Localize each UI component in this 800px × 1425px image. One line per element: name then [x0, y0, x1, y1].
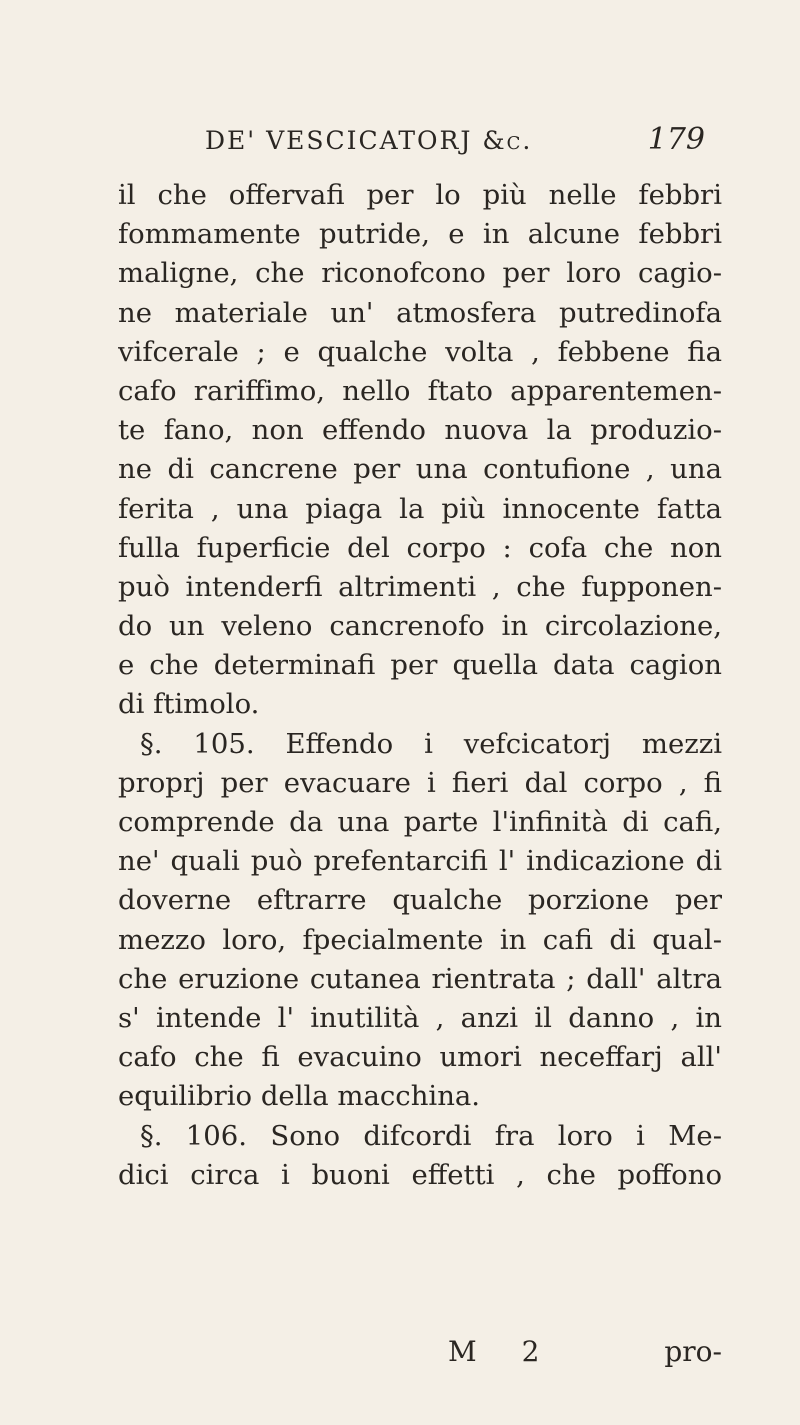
paragraph-106-start: §. 106. Sono difcordi fra loro i Me- — [140, 1119, 722, 1152]
text-line: vifcerale ; e qualche volta , febbene fia — [118, 335, 722, 368]
text-line: do un veleno cancrenofo in circolazione, — [118, 610, 722, 643]
text-line: il che offervafi per lo più nelle febbri — [118, 179, 722, 211]
text-line: ferita , una piaga la più innocente fatta — [118, 492, 722, 525]
text-line: ne di cancrene per una contufione , una — [118, 453, 722, 486]
catchword: pro- — [664, 1335, 722, 1368]
page-number: 179 — [647, 122, 705, 157]
text-line: te fano, non effendo nuova la produzio- — [118, 414, 722, 447]
text-line: può intenderfi altrimenti , che fupponen- — [118, 570, 722, 603]
running-head — [205, 122, 705, 162]
text-line: che eruzione cutanea rientrata ; dall' altra — [118, 962, 722, 995]
text-line: proprj per evacuare i fieri dal corpo , fi — [118, 766, 722, 799]
text-line: mezzo loro, fpecialmente in cafi di qual- — [118, 923, 722, 956]
running-title: DE' VESCICATORJ &c. — [205, 126, 533, 155]
text-line: cafo che fi evacuino umori neceffarj all' — [118, 1041, 722, 1074]
text-line: fulla fuperficie del corpo : cofa che non — [118, 531, 722, 564]
text-line: ne materiale un' atmosfera putredinofa — [118, 296, 722, 329]
text-line: s' intende l' inutilità , anzi il danno , in — [118, 1001, 722, 1034]
text-line: fommamente putride, e in alcune febbri — [118, 218, 722, 251]
signature-mark: M 2 — [448, 1335, 558, 1368]
text-line: dici circa i buoni effetti , che poffono — [118, 1158, 722, 1191]
text-line: equilibrio della macchina. — [118, 1080, 481, 1113]
text-line: cafo rariffimo, nello ftato apparentemen- — [118, 374, 722, 407]
body-text — [118, 176, 722, 1195]
text-line: ne' quali può prefentarcifi l' indicazione di — [118, 845, 722, 878]
text-line: doverne eftrarre qualche porzione per — [118, 884, 722, 917]
page-footer — [118, 1335, 722, 1375]
text-line: di ftimolo. — [118, 688, 260, 721]
text-line: maligne, che riconofcono per loro cagio- — [118, 257, 722, 290]
text-line: comprende da una parte l'infinità di cafi, — [118, 806, 722, 838]
text-line: e che determinafi per quella data cagion — [118, 649, 722, 682]
paragraph-105-start: §. 105. Effendo i vefcicatorj mezzi — [140, 727, 722, 760]
